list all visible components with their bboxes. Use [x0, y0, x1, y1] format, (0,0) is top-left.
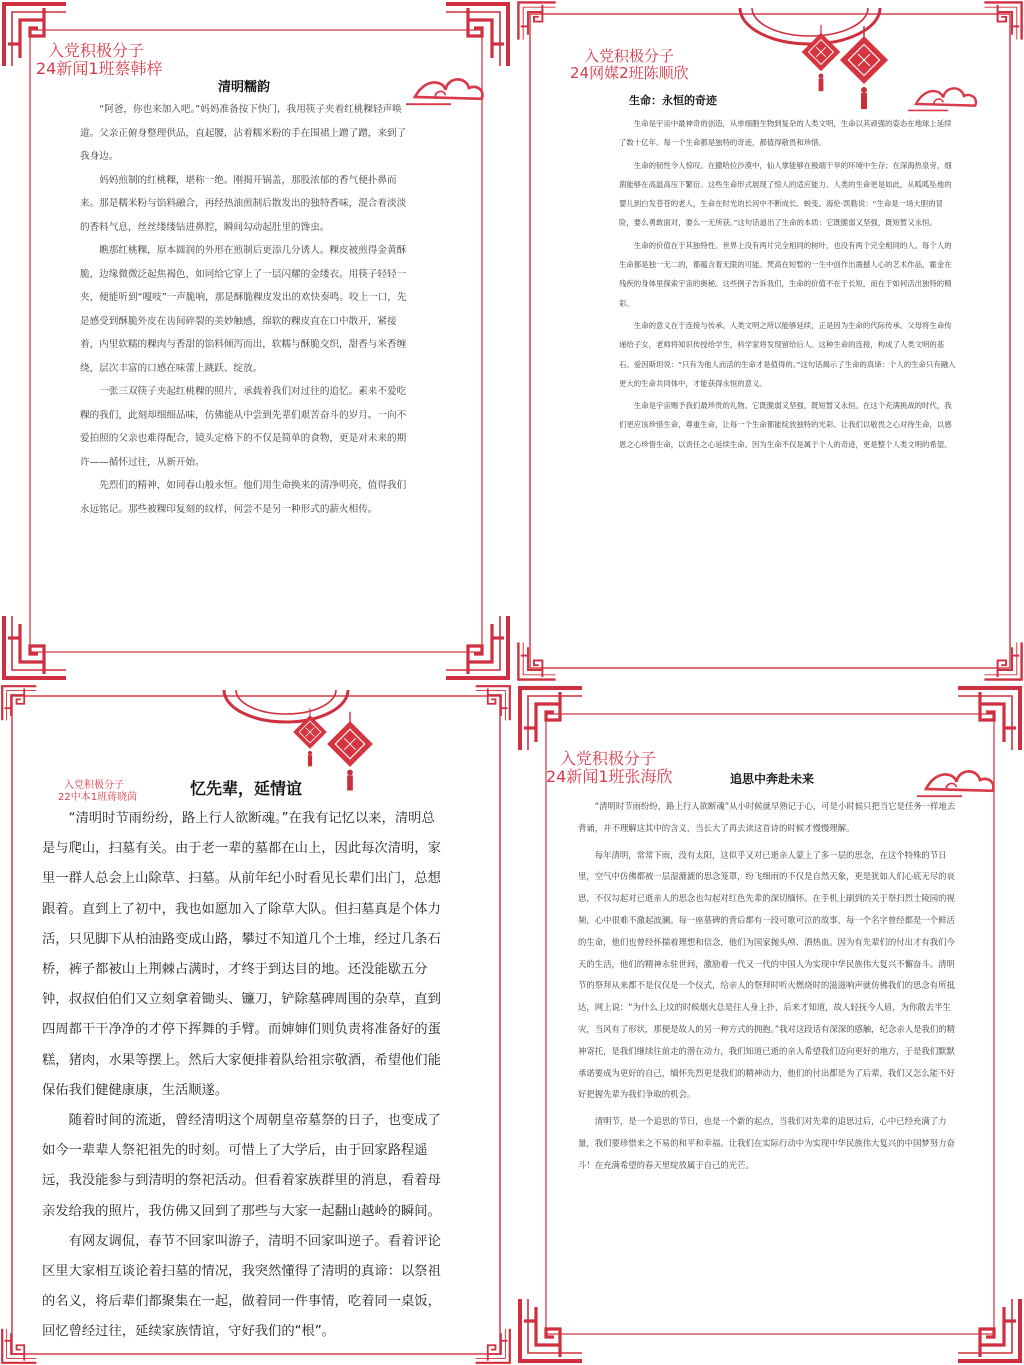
- author-label: [546, 750, 673, 787]
- paragraph: 一张三双筷子夹起红桃粿的照片，承载着我们对过往的追忆。素来不爱吃粿的我们，此刻却细细品味，仿佛能从中尝到先辈们艰苦奋斗的岁月。一向不爱拍照的父亲也难得配合，镜头定格下的不仅是简单的食物，更是对未来的期许——循怀过往，从新开始。: [80, 386, 407, 468]
- paragraph: 生命是宇宙中最神奇的创造，从单细胞生物到复杂的人类文明，生命以其顽强的姿态在地球上延续了数十亿年。每一个生命都是独特的奇迹，都值得敬畏和珍惜。: [619, 119, 952, 148]
- paragraph: “清明时节雨纷纷，路上行人欲断魂”从小时候就早熟记于心，可是小时候只把当它是任务一样地去背诵，并不理解这其中的含义，当长大了再去读这首诗的时候才慢慢理解。: [578, 801, 956, 833]
- author-line-name: 24新闻1班张海欣: [546, 767, 673, 787]
- author-line-role: 入党积极分子: [584, 47, 675, 65]
- essay-title: 追思中奔赴未来: [730, 772, 815, 786]
- paragraph: 随着时间的流逝，曾经清明这个周朝皇帝墓祭的日子，也变成了如今一辈辈人祭祀祖先的时刻。可惜上了大学后，由于回家路程遥远，我没能参与到清明的祭祀活动。但看着家族群里的消息，看着母亲发给我的照片，我仿佛又回到了那些与大家一起翻山越岭的瞬间。: [42, 1113, 441, 1219]
- author-label: [58, 780, 137, 803]
- essay-title: 清明糯韵: [218, 80, 271, 95]
- essay-title: 忆先辈，延情谊: [190, 779, 303, 798]
- author-label: [570, 48, 689, 83]
- paragraph: “阿爸，你也来加入吧。”妈妈准备按下快门，我用筷子夹着红桃粿轻声唤道。父亲正俯身整理供品，直起腰，沾着糯米粉的手在围裙上蹭了蹭，来到了我身边。: [80, 104, 407, 162]
- essay-panel-2: [516, 0, 1024, 682]
- paragraph: 有网友调侃，春节不回家叫游子，清明不回家叫逆子。看着评论区里大家相互谈论着扫墓的情况，我突然懂得了清明的真谛：以祭祖的名义，将后辈们都聚集在一起，做着同一件事情，吃着同一桌饭，回忆曾经过往，延续家族情谊，守好我们的“根”。: [42, 1233, 441, 1340]
- author-line-name: 24网媒2班陈顺欣: [570, 64, 689, 83]
- essay-body: [42, 804, 442, 1348]
- essay-panel-4: [516, 684, 1024, 1365]
- paragraph: 瞧那红桃粿，原本圆润的外形在煎制后更添几分诱人。粿皮被煎得金黄酥脆，边缘微微泛起焦褐色，如同给它穿上了一层闪耀的金缕衣。用筷子轻轻一夹，便能听到“嘎吱”一声脆响，那是酥脆粿皮发出的欢快奏鸣。咬上一口，先是感受到酥脆外皮在齿间碎裂的美妙触感，绵软的粿皮直在口中散开，紧接着，内里软糯的粿肉与香甜的馅料倾泻而出，软糯与酥脆交织，甜香与米香缠绕，层次丰富的口感在味蕾上跳跃、绽放。: [80, 245, 407, 374]
- author-line-name: 22中本1班蒋晓茵: [58, 791, 138, 803]
- essay-panel-1: [0, 0, 512, 682]
- paragraph: 生命是宇宙赐予我们最珍贵的礼物。它既脆弱又坚强，既短暂又永恒。在这个充满挑战的时代，我们更应该珍惜生命，尊重生命，让每一个生命都能绽放独特的光彩。让我们以敬畏之心对待生命，以感恩之心珍惜生命，以责任之心延续生命。因为生命不仅是属于个人的奇迹，更是整个人类文明的希望。: [619, 401, 952, 449]
- essay-body: [619, 114, 957, 457]
- paragraph: “清明时节雨纷纷，路上行人欲断魂。”在我有记忆以来，清明总是与爬山，扫墓有关。由于老一辈的墓都在山上，因此每次清明，家里一群人总会上山除草、扫墓。从前年纪小时看见长辈们出门，总想跟着。直到上了初中，我也如愿加入了除草大队。但扫墓真是个体力活，只见脚下从柏油路变成山路，攀过不知道几个土堆，经过几条石桥，裤子都被山上荆棘占满时，才终于到达目的地。还没能歇五分钟，叔叔伯伯们又立刻拿着锄头、镰刀，铲除墓碑周围的杂草，直到四周都干干净净的才停下挥舞的手臂。而婶婶们则负责将准备好的蛋糕，猪肉，水果等摆上。然后大家便排着队给祖宗敬酒，希望他们能保佑我们健健康康，生活顺遂。: [42, 811, 441, 1098]
- author-line-role: 入党积极分子: [64, 780, 124, 791]
- paragraph: 每年清明，常常下雨，没有太阳，这似乎又对已逝亲人蒙上了多一层的思念，在这个特殊的节日里，空气中仿佛都被一层湿漉漉的思念笼罩，纷飞细雨的不仅是自然天象，更是犹如人们心底无尽的哀思，不仅勾起对已逝亲人的思念也勾起对红色先辈的深切缅怀。在手机上刷到的关于祭扫烈士陵园的视频，心中很难不激起波澜。每一座墓碑的背后都有一段可歌可泣的故事，每一个名字曾经都是一个鲜活的生命，他们也曾经怀揣着理想和信念，他们为国家抛头颅、洒热血。因为有先辈们的付出才有我们今天的生活，他们的精神永驻世间，激励着一代又一代的中国人为实现中华民族伟大复兴不懈奋斗。清明节的祭拜从来都不是仅仅是一个仪式，给亲人的祭拜时听火燃烧时的滋滋响声就仿佛我们的思念有所抵达，网上说：“为什么上坟的时候烟火总是往人身上扑，后来才知道，故人轻抚今人眉，为你散去半生灾，当风有了形状，那便是故人的另一种方式的拥抱。”我对这段话有深深的感触，纪念亲人是我们的精神寄托，是我们继续往前走的潜在动力，我们知道已逝的亲人希望我们迈向更好的地方，于是我们默默承诺要成为更好的自己，缅怀先烈更是我们的精神动力，他们的付出都是为了后辈，我们又怎么能不好好把握先辈为我们争取的机会。: [578, 849, 956, 1100]
- essay-panel-3: [0, 684, 512, 1365]
- essay-body: [578, 796, 960, 1182]
- paragraph: 先烈们的精神，如同春山般永恒。他们用生命换来的清净明亮，值得我们永远铭记。那些被粿印复刻的纹样，何尝不是另一种形式的薪火相传。: [80, 480, 407, 515]
- author-line-role: 入党积极分子: [560, 749, 657, 768]
- author-line-name: 24新闻1班蔡韩梓: [36, 59, 163, 79]
- paragraph: 生命的韧性令人惊叹。在撒哈拉沙漠中，仙人掌能够在极端干旱的环境中生存；在深海热泉旁，细菌能够在高温高压下繁衍。这些生命形式展现了惊人的适应能力。人类的生命更是如此，从呱呱坠地的婴儿到白发苍苍的老人，生命在时光的长河中不断成长、蜕变。海伦·凯勒说：“生命是一场大胆的冒险，要么勇敢面对，要么一无所获。”这句话道出了生命的本质：它既脆弱又坚强，既短暂又永恒。: [619, 160, 952, 228]
- author-label: [36, 42, 163, 79]
- paragraph: 生命的价值在于其独特性。世界上没有两片完全相同的树叶，也没有两个完全相同的人。每个人的生命都是独一无二的，都蕴含着无限的可能。梵高在短暂的一生中创作出震撼人心的艺术作品，霍金在残疾的身体里探索宇宙的奥秘。这些例子告诉我们，生命的价值不在于长短，而在于如何活出独特的精彩。: [619, 240, 952, 308]
- paragraph: 妈妈煎制的红桃粿，堪称一绝。刚揭开锅盖，那股浓郁的香气便扑鼻而来。那是糯米粉与馅料融合，再经热油煎制后散发出的独特香味，混合着淡淡的香料气息，丝丝缕缕钻进鼻腔，瞬间勾动起肚里的馋虫。: [80, 174, 407, 233]
- essay-body: [80, 98, 410, 521]
- essay-title: 生命：永恒的奇迹: [629, 94, 717, 107]
- paragraph: 生命的意义在于连接与传承。人类文明之所以能够延续，正是因为生命的代际传承。父母将生命传递给子女，老师将知识传授给学生，科学家将发现留给后人。这种生命的连接，构成了人类文明的基石。爱因斯坦说：“只有为他人而活的生命才是值得的。”这句话揭示了生命的真谛：个人的生命只有融入更大的生命共同体中，才能获得永恒的意义。: [619, 320, 956, 388]
- paragraph: 清明节，是一个追思的节日，也是一个新的起点，当我们对先辈的追思过后，心中已经充满了力量，我们要珍惜来之不易的和平和幸福。让我们在实际行动中为实现中华民族伟大复兴的中国梦努力奋斗！在充满希望的春天里绽放属于自己的光芒。: [578, 1116, 955, 1170]
- author-line-role: 入党积极分子: [48, 41, 145, 60]
